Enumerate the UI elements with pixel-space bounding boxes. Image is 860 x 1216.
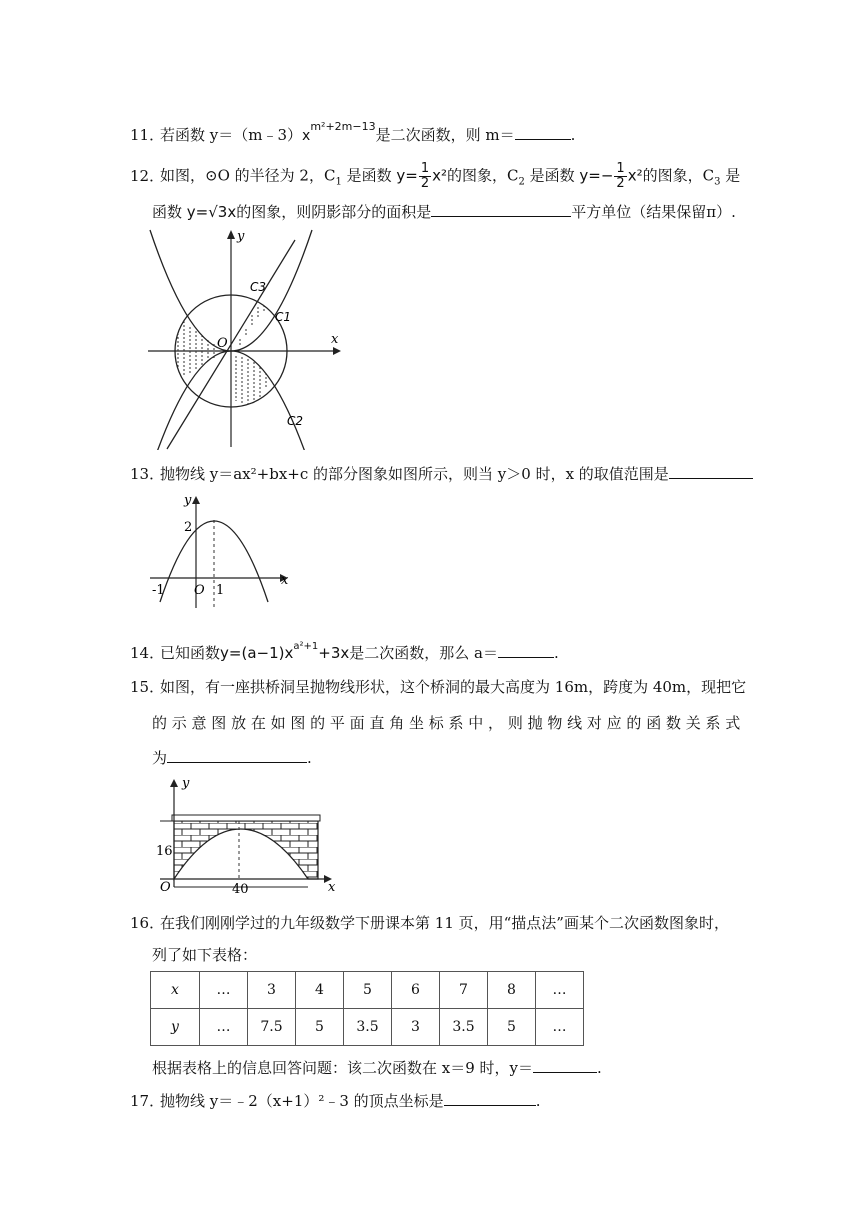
question-text: 平方单位（结果保留π）. [571,203,736,221]
figure-15 [150,775,340,895]
x-label: x [281,573,289,588]
power-exponent: a²+1 [293,641,319,652]
table-cell: … [536,972,584,1009]
question-text: 的图象，C [446,166,519,185]
question-number: 11． [130,126,165,144]
table-cell: … [200,972,248,1009]
question-16 [130,912,729,934]
question-text: 为 [152,749,168,767]
equation: x² [627,166,643,185]
bridge-top [172,815,320,821]
question-text: 是函数 [341,166,397,185]
origin-label: O [160,880,171,895]
table-cell: 3 [392,1009,440,1046]
table-row-y [151,1009,584,1046]
question-12 [130,162,740,194]
axis-label: 1 [216,583,225,598]
table-cell: 5 [344,972,392,1009]
question-number: 12． [130,166,165,185]
question-16-after: 根据表格上的信息回答问题：该二次函数在 x＝9 时，y＝ . [152,1056,602,1079]
equation: x² [432,166,447,185]
question-16-line2 [152,944,257,966]
table-cell: … [200,1009,248,1046]
subscript: 3 [714,176,721,188]
y-label: y [182,776,190,791]
y-label: y [184,493,192,508]
question-number: 15． [130,678,165,696]
question-text: 抛物线 y＝﹣2（x+1）²﹣3 的顶点坐标是 [160,1092,444,1110]
x-label: x [331,332,339,347]
power-base: x [302,128,311,144]
table-cell: x [151,972,200,1009]
question-text: 是二次函数，那么 a＝ [349,644,498,662]
question-13 [130,462,753,485]
origin-label: O [194,583,205,598]
c3-label: C3 [250,280,267,294]
question-15-line3: 为 . [152,746,312,769]
question-text: 的图象，则阴影部分的面积是 [236,203,432,221]
answer-blank[interactable] [167,746,307,763]
value-table [150,971,584,1046]
table-cell: 3.5 [344,1009,392,1046]
numerator: 1 [420,161,430,176]
question-11: 11．若函数 $y=(m﹣3)x^{m^2+2m-13}$是二次函数，则 m＝ . [130,120,576,144]
question-text: 根据表格上的信息回答问题：该二次函数在 x＝9 时，y＝ [152,1059,534,1077]
question-15-line2 [152,712,740,734]
question-text: 抛物线 y＝ax²+bx+c 的部分图象如图所示，则当 y＞0 时，x 的取值范围是 [160,465,669,483]
figure-12 [145,225,345,450]
question-text: 函数 [152,203,187,221]
answer-blank[interactable] [444,1089,536,1106]
figure-13 [148,490,298,615]
table-cell: 3.5 [440,1009,488,1046]
question-text: 的 示 意 图 放 在 如 图 的 平 面 直 角 坐 标 系 中 ， 则 抛 物 线 对 应 的 函 数 关 系 式 [152,714,741,732]
answer-blank[interactable] [431,200,571,217]
equation: y=√3x [186,203,237,221]
equation: y=− [579,166,614,185]
c2-label: C2 [287,414,304,428]
y-axis-arrow [192,496,200,504]
question-text: 的图象，C [642,166,715,185]
fraction [419,162,431,191]
question-text: 是函数 [524,166,580,185]
table-cell: 7.5 [248,1009,296,1046]
subscript: 1 [335,176,342,188]
y-intercept-label: 2 [184,520,193,535]
power-exponent: m²+2m−13 [310,120,376,133]
root-label: -1 [152,583,165,598]
answer-blank[interactable] [498,641,554,658]
y-axis-arrow [227,230,235,239]
fraction [614,162,626,191]
y-label: y [237,229,245,244]
x-label: x [328,880,336,895]
question-text: 若函数 y＝（m﹣3） [160,126,303,144]
equation: y=(a−1)x [220,644,294,662]
height-label: 16 [156,844,173,859]
span-label: 40 [232,882,249,895]
question-text: 已知函数 [160,644,221,662]
question-text: 如图，⊙O 的半径为 2，C [160,166,336,185]
question-17: 17．抛物线 y＝﹣2（x+1）²﹣3 的顶点坐标是 . [130,1089,540,1112]
subscript: 2 [518,176,525,188]
question-text: 如图，有一座拱桥洞呈抛物线形状，这个桥洞的最大高度为 16m，跨度为 40m，现把它 [160,678,747,696]
table-cell: 7 [440,972,488,1009]
numerator: 1 [616,161,625,176]
answer-blank[interactable] [515,123,571,140]
question-14: 14．已知函数$y=(a-1)x^{a^2+1}+3x$是二次函数，那么 a＝ . [130,641,559,662]
y-axis-arrow [170,779,178,787]
question-number: 17． [130,1092,165,1110]
question-12-line2 [152,200,736,223]
table-cell: 8 [488,972,536,1009]
bridge-wall [174,821,318,879]
table-cell: y [151,1009,200,1046]
equation: +3x [318,644,350,662]
table-cell: … [536,1009,584,1046]
equation: y= [396,166,418,185]
question-15 [130,676,746,698]
answer-blank[interactable] [533,1056,597,1073]
denominator: 2 [616,176,625,191]
table-cell: 5 [488,1009,536,1046]
question-text: 在我们刚刚学过的九年级数学下册课本第 11 页，用“描点法”画某个二次函数图象时， [160,914,729,932]
table-cell: 6 [392,972,440,1009]
question-number: 14． [130,644,165,662]
question-text: 列了如下表格： [152,946,258,964]
question-text: 是 [720,166,741,185]
question-number: 16． [130,914,165,932]
x-axis-arrow [333,347,341,355]
c1-label: C1 [275,310,292,324]
question-text-tail: 是二次函数，则 m＝ [375,126,515,144]
question-number: 13． [130,465,165,483]
answer-blank[interactable] [669,462,753,479]
table-cell: 4 [296,972,344,1009]
origin-label: O [217,336,228,351]
table-cell: 3 [248,972,296,1009]
table-cell: 5 [296,1009,344,1046]
denominator: 2 [420,176,430,191]
table-row-x [151,972,584,1009]
